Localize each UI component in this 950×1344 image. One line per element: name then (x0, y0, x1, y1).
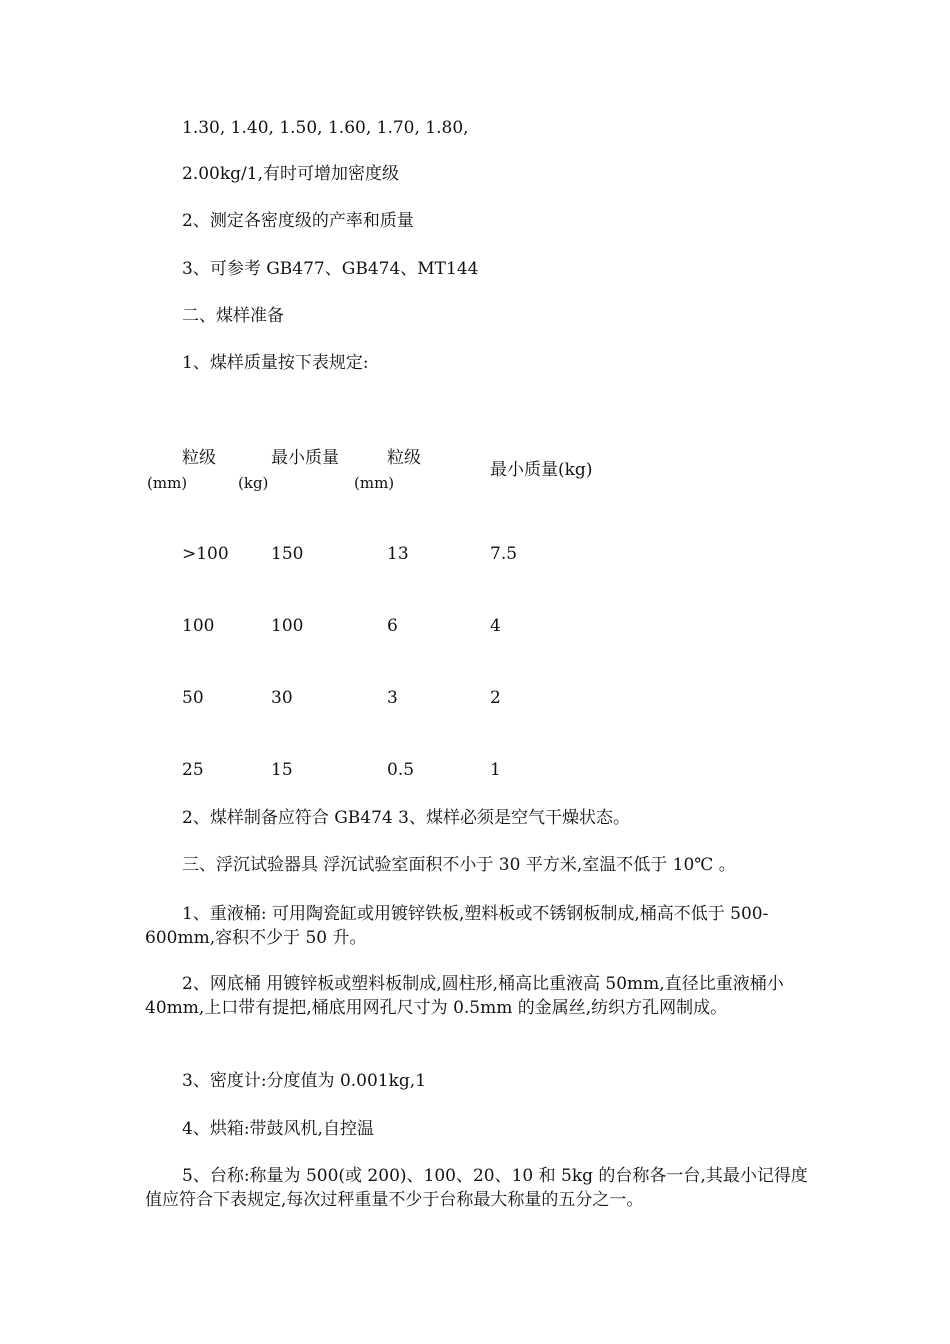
section-heading-equipment: 三、浮沉试验器具 浮沉试验室面积不小于 30 平方米,室温不低于 10℃ 。 (182, 855, 736, 875)
table-cell: >100 (182, 544, 229, 564)
paragraph-heavy-liquid-bucket: 1、重液桶: 可用陶瓷缸或用镀锌铁板,塑料板或不锈钢板制成,桶高不低于 500-600mm,容积不少于 50 升。 (145, 904, 769, 948)
table-header-size-2: 粒级 (387, 448, 421, 468)
table-cell: 13 (387, 544, 409, 564)
table-cell: 3 (387, 688, 398, 708)
table-cell: 25 (182, 760, 204, 780)
table-cell: 15 (271, 760, 293, 780)
paragraph-density-extra: 2.00kg/1,有时可增加密度级 (182, 164, 399, 184)
table-cell: 2 (490, 688, 501, 708)
table-cell: 30 (271, 688, 293, 708)
table-cell: 4 (490, 616, 501, 636)
table-header-size-1: 粒级 (182, 448, 216, 468)
paragraph-oven: 4、烘箱:带鼓风机,自控温 (182, 1119, 374, 1139)
table-cell: 100 (271, 616, 304, 636)
table-cell: 0.5 (387, 760, 415, 780)
paragraph-densimeter: 3、密度计:分度值为 0.001kg,1 (182, 1071, 427, 1091)
table-cell: 6 (387, 616, 398, 636)
paragraph-sample-prep-standard: 2、煤样制备应符合 GB474 3、煤样必须是空气干燥状态。 (182, 808, 630, 828)
table-header-mass-1-unit: (kg) (238, 474, 269, 492)
paragraph-sample-mass-intro: 1、煤样质量按下表规定: (182, 353, 369, 373)
paragraph-reference-standards: 3、可参考 GB477、GB474、MT144 (182, 259, 479, 279)
table-cell: 150 (271, 544, 304, 564)
table-cell: 50 (182, 688, 204, 708)
table-cell: 1 (490, 760, 501, 780)
table-header-size-2-unit: (mm) (354, 474, 395, 492)
table-cell: 100 (182, 616, 215, 636)
table-header-size-1-unit: (mm) (147, 474, 188, 492)
paragraph-mesh-bucket: 2、网底桶 用镀锌板或塑料板制成,圆柱形,桶高比重液高 50mm,直径比重液桶小 40mm,上口带有提把,桶底用网孔尺寸为 0.5mm 的金属丝,纺织方孔网制成。 (145, 974, 784, 1018)
table-header-mass-1: 最小质量 (271, 448, 339, 468)
paragraph-measure-yield: 2、测定各密度级的产率和质量 (182, 211, 414, 231)
table-header-mass-2: 最小质量(kg) (490, 460, 593, 480)
paragraph-platform-scale: 5、台称:称量为 500(或 200)、100、20、10 和 5kg 的台称各一台,其最小记得度值应符合下表规定,每次过秤重量不少于台称最大称量的五分之一。 (145, 1166, 808, 1210)
section-heading-sample-prep: 二、煤样准备 (182, 306, 284, 326)
table-cell: 7.5 (490, 544, 518, 564)
paragraph-density-levels: 1.30, 1.40, 1.50, 1.60, 1.70, 1.80, (182, 118, 469, 138)
